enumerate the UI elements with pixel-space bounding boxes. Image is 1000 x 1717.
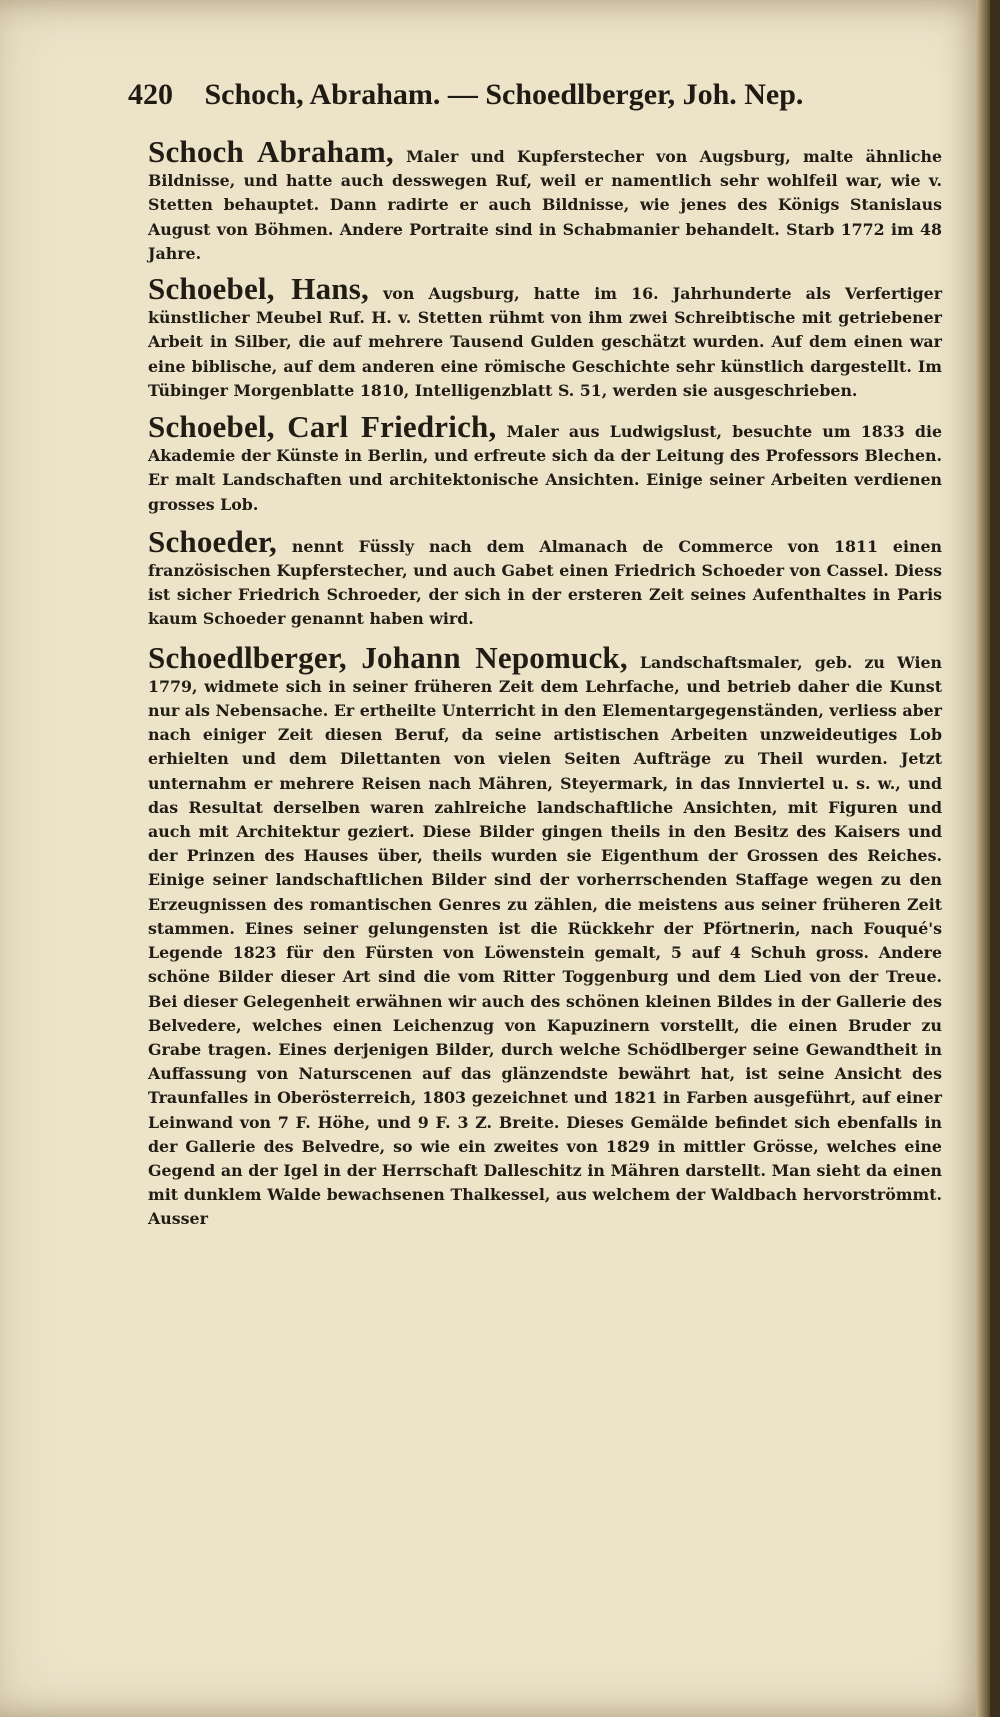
entry-schoedlberger-johann-nepomuck: [148, 639, 942, 1232]
entry-name: Schoedlberger, Johann Nepomuck,: [148, 639, 628, 675]
page-edge: [976, 0, 990, 1717]
entry-name: Schoebel, Carl Friedrich,: [148, 409, 497, 445]
entry-text: nennt Füssly nach dem Almanach de Commerce von 1811 einen französischen Kupferstecher, und auch Gabet einen Friedrich Schoeder von Cassel. Diess ist sicher Friedrich Schroeder, der sich in der ersteren Zeit seines Aufenthaltes in Paris kaum Schoeder genannt haben wird.: [148, 536, 943, 629]
entry-text: Maler und Kupferstecher von Augsburg, malte ähnliche Bildnisse, und hatte auch desswegen Ruf, weil er namentlich sehr wohlfeil war, wie v. Stetten behauptet. Dann radirte er auch Bildnisse, wie jenes des Königs Stanislaus August von Böhmen. Andere Portraite sind in Schabmanier behandelt. Starb 1772 im 48 Jahre.: [148, 147, 943, 263]
entry-text: von Augsburg, hatte im 16. Jahrhunderte als Verfertiger künstlicher Meubel Ruf. H. v. Stetten rühmt von ihm zwei Schreibtische mit getriebener Arbeit in Silber, die auf mehrere Tausend Gulden geschätzt wurden. Auf dem einen war eine biblische, auf dem anderen eine römische Geschichte sehr künstlich dargestellt. Im Tübinger Morgenblatte 1810, Intelligenzblatt S. 51, werden sie ausgeschrieben.: [148, 284, 943, 400]
running-header: [128, 78, 888, 112]
entry-text: Landschaftsmaler, geb. zu Wien 1779, widmete sich in seiner früheren Zeit dem Lehrfache, und betrieb daher die Kunst nur als Nebensache. Er ertheilte Unterricht in den Elementargegenständen, verliess aber nach einiger Zeit diesen Beruf, da seine artistischen Arbeiten unzweideutiges Lob erhielten und dem Dilettanten von vielen Seiten Aufträge zu Theil wurden. Jetzt unternahm er mehrere Reisen nach Mähren, Steyermark, in das Innviertel u. s. w., und das Resultat derselben waren zahlreiche landschaftliche Ansichten, mit Figuren und auch mit Architektur geziert. Diese Bilder gingen theils in den Besitz des Kaisers und der Prinzen des Hauses über, theils wurden sie Eigenthum der Grossen des Reiches. Einige seiner landschaftlichen Bilder sind der vorherrschenden Staffage wegen zu den Erzeugnissen des romantischen Genres zu zählen, die meistens aus seiner früheren Zeit stammen. Eines seiner gelungensten ist die Rückkehr der Pförtnerin, nach Fouqué's Legende 1823 für den Fürsten von Löwenstein gemalt, 5 auf 4 Schuh gross. Andere schöne Bilder dieser Art sind die vom Ritter Toggenburg und dem Lied von der Treue. Bei dieser Gelegenheit erwähnen wir auch des schönen kleinen Bildes in der Gallerie des Belvedere, welches einen Leichenzug von Kapuzinern vorstellt, die einen Bruder zu Grabe tragen. Eines derjenigen Bilder, durch welche Schödlberger seine Gewandtheit in Auffassung von Naturscenen auf das glänzendste bewährt hat, ist seine Ansicht des Traunfalles in Oberösterreich, 1803 gezeichnet und 1821 in Farben ausgeführt, auf einer Leinwand von 7 F. Höhe, und 9 F. 3 Z. Breite. Dieses Gemälde befindet sich ebenfalls in der Gallerie des Belvedre, so wie ein zweites von 1829 in mittler Grösse, welches eine Gegend an der Igel in der Herrschaft Dalleschitz in Mähren darstellt. Man sieht da einen mit dunklem Walde bewachsenen Thalkessel, aus welchem der Waldbach hervorströmmt. Ausser: [148, 652, 942, 1229]
page-body: [148, 134, 943, 1244]
entry-name: Schoebel, Hans,: [148, 271, 369, 307]
entry-schoebel-carl-friedrich: [148, 409, 942, 517]
entry-name: Schoch Abraham,: [148, 134, 394, 169]
running-title: Schoch, Abraham. — Schoedlberger, Joh. Nep.: [204, 78, 804, 111]
entry-name: Schoeder,: [148, 523, 277, 559]
page-number: 420: [128, 78, 173, 111]
entry-schoebel-hans: [148, 271, 943, 403]
entry-text: Maler aus Ludwigslust, besuchte um 1833 die Akademie der Künste in Berlin, und erfreute sich da der Leitung des Professors Blechen. Er malt Landschaften und architektonische Ansichten. Einige seiner Arbeiten verdienen grosses Lob.: [148, 422, 942, 514]
entry-schoch-abraham: [148, 134, 943, 266]
entry-schoeder: [148, 523, 943, 632]
